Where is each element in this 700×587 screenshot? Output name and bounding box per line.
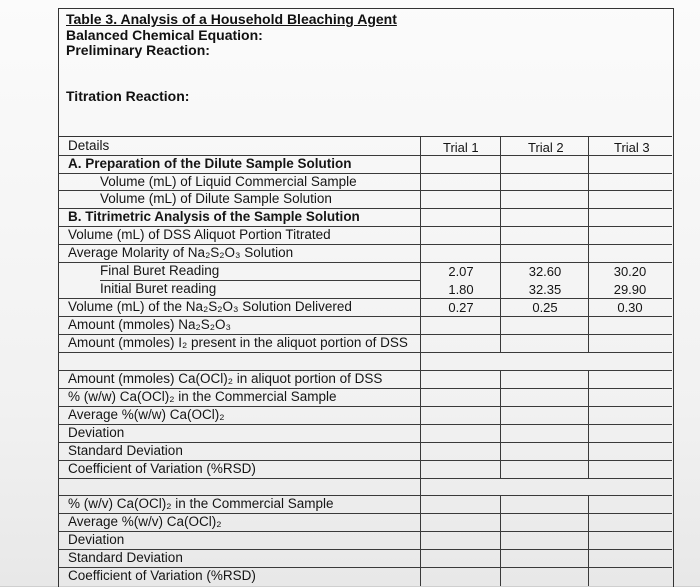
row-label: Coefficient of Variation (%RSD): [68, 461, 256, 476]
delivered-trial-2: 0.25: [532, 300, 558, 315]
table-row: [58, 513, 672, 531]
trial-3-header: Trial 3: [614, 140, 650, 155]
row-label: Initial Buret reading: [100, 281, 217, 296]
grid-line: [58, 262, 672, 263]
row-label: Standard Deviation: [68, 550, 183, 565]
table-row: [58, 549, 672, 567]
row-label: Standard Deviation: [68, 443, 183, 458]
grid-line: [58, 173, 672, 174]
balanced-equation-label: Balanced Chemical Equation:: [66, 27, 263, 43]
row-label: Average %(w/w) Ca(OCl)₂: [68, 407, 225, 422]
row-label: Amount (mmoles) Na₂S₂O₃: [68, 317, 232, 332]
initial-buret-trial-3: 29.90: [613, 282, 647, 297]
row-label: Deviation: [68, 425, 125, 440]
table-row: [58, 244, 672, 262]
grid-line: [58, 208, 672, 209]
trial-2-header: Trial 2: [528, 140, 564, 155]
grid-line: [58, 388, 672, 389]
table-row: [58, 226, 672, 244]
grid-line: [58, 226, 672, 227]
grid-line: [58, 549, 672, 550]
row-label: Deviation: [68, 532, 125, 547]
table-row: [58, 316, 672, 334]
grid-line: [58, 478, 672, 479]
column-header-row: [58, 137, 672, 155]
row-label: % (w/w) Ca(OCl)₂ in the Commercial Sample: [68, 389, 337, 404]
grid-line: [58, 352, 672, 353]
titration-reaction-label: Titration Reaction:: [66, 88, 190, 104]
grid-line: [58, 370, 672, 371]
trial-1-header: Trial 1: [443, 140, 479, 155]
table-row: [58, 190, 672, 208]
grid-line: [58, 531, 672, 532]
row-label: Coefficient of Variation (%RSD): [68, 568, 256, 583]
row-label: Volume (mL) of the Na₂S₂O₃ Solution Delivered: [68, 299, 352, 314]
table-row: [58, 388, 672, 406]
row-label: % (w/v) Ca(OCl)₂ in the Commercial Sample: [68, 496, 334, 511]
row-label: Final Buret Reading: [100, 263, 220, 278]
grid-line: [58, 244, 672, 245]
grid-line: [588, 370, 589, 478]
preliminary-reaction-label: Preliminary Reaction:: [66, 42, 210, 58]
section-b-row: [58, 208, 672, 226]
initial-buret-trial-1: 1.80: [448, 282, 474, 297]
table-row: [58, 531, 672, 549]
row-label: Amount (mmoles) I₂ present in the aliquot portion of DSS: [68, 335, 408, 350]
grid-line: [58, 334, 672, 335]
grid-line: [58, 155, 672, 156]
delivered-trial-1: 0.27: [448, 300, 474, 315]
row-label: Average %(w/v) Ca(OCl)₂: [68, 514, 222, 529]
grid-line: [58, 424, 672, 425]
section-a-title: A. Preparation of the Dilute Sample Solution: [68, 156, 352, 171]
grid-line: [100, 280, 420, 281]
grid-line: [58, 567, 672, 568]
table-header: [58, 8, 672, 137]
table-row: [58, 495, 672, 513]
table-row: [58, 424, 672, 442]
table-row: [58, 442, 672, 460]
table-row: [58, 567, 672, 585]
grid-line: [58, 513, 672, 514]
grid-line: [58, 460, 672, 461]
delivered-trial-3: 0.30: [617, 300, 643, 315]
grid-line: [58, 442, 672, 443]
table-row: [58, 334, 672, 352]
section-b-title: B. Titrimetric Analysis of the Sample Solution: [68, 209, 360, 224]
grid-line: [588, 137, 589, 352]
initial-buret-trial-2: 32.35: [528, 282, 562, 297]
row-label: Volume (mL) of Dilute Sample Solution: [100, 191, 332, 206]
row-label: Amount (mmoles) Ca(OCl)₂ in aliquot portion of DSS: [68, 371, 383, 386]
grid-line: [58, 495, 672, 496]
final-buret-trial-2: 32.60: [528, 264, 562, 279]
grid-line: [100, 190, 420, 191]
row-label: Average Molarity of Na₂S₂O₃ Solution: [68, 245, 294, 260]
grid-line: [588, 495, 589, 586]
final-buret-trial-3: 30.20: [613, 264, 647, 279]
grid-line: [500, 370, 501, 478]
table-row: [58, 173, 672, 191]
table-row: [58, 460, 672, 478]
grid-line: [58, 298, 672, 299]
grid-line: [420, 137, 421, 586]
table-row: [58, 406, 672, 424]
row-label: Volume (mL) of Liquid Commercial Sample: [100, 174, 357, 189]
section-a-row: [58, 155, 672, 173]
details-header: Details: [68, 138, 110, 153]
final-buret-trial-1: 2.07: [448, 264, 474, 279]
table-row: [58, 370, 672, 388]
grid-line: [500, 137, 501, 352]
grid-line: [58, 406, 672, 407]
grid-line: [58, 316, 672, 317]
table-title: Table 3. Analysis of a Household Bleaching Agent: [66, 11, 397, 27]
row-label: Volume (mL) of DSS Aliquot Portion Titrated: [68, 227, 331, 242]
grid-line: [500, 495, 501, 586]
